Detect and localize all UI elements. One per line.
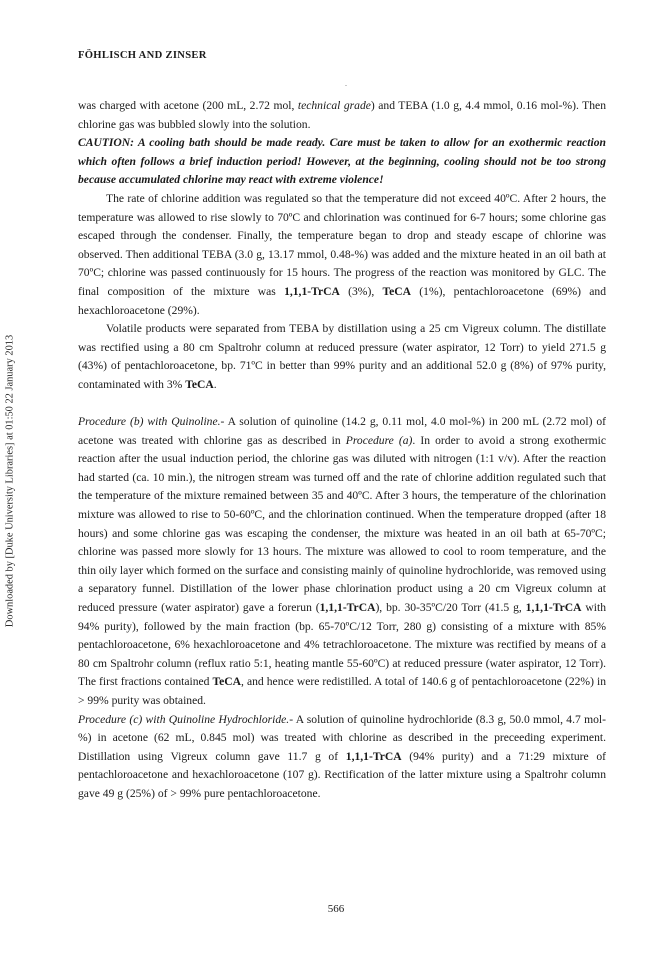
text-run: ) and TEBA (1.0 g, 4.4 mmol, 0.16 mol-%). Then chlorine gas was bubbled slowly into the solution. [78, 99, 606, 131]
text-run: with 94% purity), followed by the main fraction (bp. 65-70ºC/12 Torr, 280 g) consisting of a mixture with 85% pentachloroacetone, 6% hexachloroacetone and 4% tetrachloroacetone. The mixture was rectified by means of a 80 cm Spaltrohr column (reflux ratio 5:1, heating mantle 55-60ºC) at reduced pressure (water aspirator, 12 Torr). The first fractions contained [78, 601, 606, 689]
text-run: (94% purity) and a 71:29 mixture of pentachloroacetone and hexachloroacetone (107 g). Rectification of the latter mixture using a Spaltrohr column gave 49 g (25%) of > 99% pure pentachloroacetone. [78, 749, 607, 800]
paragraph-p2 [78, 134, 606, 190]
paragraph-p6 [78, 711, 606, 804]
text-run: Procedure (a) [345, 433, 413, 447]
text-run: - A solution of quinoline hydrochloride (8.3 g, 50.0 mmol, 4.7 mol-%) in acetone (62 mL, 0.845 mol) was treated with chlorine as described in the preceeding experiment. Distillation using Vigreux column gave 11.7 g of [78, 712, 606, 763]
article-body [78, 97, 606, 804]
paragraph-p3 [78, 190, 606, 320]
text-run: . In order to avoid a strong exothermic reaction after the usual induction period, the chlorine gas was diluted with nitrogen (1:1 v/v). After the reaction had started (ca. 10 min.), the nitrogen stream was turned off and the rate of chlorine addition regulated such that the temperature of the mixture remained between 35 and 40ºC. After 3 hours, the temperature of the chlorination mixture was allowed to rise to 50-60ºC, and the chlorination continued. When the temperature dropped (after 18 hours) and some chlorine gas was escaping the condenser, the mixture was heated in an oil bath at 65-70ºC; chlorine was passed more slowly for 13 hours. The mixture was allowed to cool to room temperature, and the thin oily layer which formed on the surface and consisting mainly of quinoline hydrochloride, was removed using a separatory funnel. Distillation of the lower phase chlorination product using a 20 cm Vigreux column at reduced pressure (water aspirator) gave a forerun ( [78, 433, 606, 615]
running-head: FÖHLISCH AND ZINSER [78, 50, 207, 61]
text-run: , and hence were redistilled. A total of 140.6 g of pentachloroacetone (22%) in > 99% purity was obtained. [78, 675, 606, 707]
text-run: - A solution of quinoline (14.2 g, 0.11 mol, 4.0 mol-%) in 200 mL (2.72 mol) of acetone was treated with chlorine gas as described in [78, 415, 606, 447]
text-run: TeCA [382, 284, 412, 298]
paragraph-p5 [78, 413, 606, 711]
text-run: TeCA [212, 675, 242, 689]
text-run: (1%), pentachloroacetone (69%) and hexachloroacetone (29%). [78, 284, 607, 317]
text-run: CAUTION: A cooling bath should be made ready. Care must be taken to allow for an exothermic reaction which often follows a brief induction period! However, at the beginning, cooling should not be too strong because accumulated chlorine may react with extreme violence! [78, 136, 606, 187]
text-run: 1,1,1-TrCA [319, 601, 376, 615]
text-run: TeCA [185, 377, 214, 391]
paragraph-p1 [78, 97, 606, 134]
stray-mark [345, 85, 347, 86]
text-run: 1,1,1-TrCA [525, 601, 582, 615]
text-run: Procedure (b) with Quinoline. [78, 415, 221, 429]
page-number: 566 [327, 903, 345, 915]
text-run: (3%), [339, 284, 383, 298]
text-run: technical grade [297, 99, 371, 112]
text-run: Volatile products were separated from TEBA by distillation using a 25 cm Vigreux column. The distillate was rectified using a 80 cm Spaltrohr column at reduced pressure (water aspirator, 12 Torr) to yield 271.5 g (43%) of pentachloroacetone, bp. 71ºC in better than 99% purity and an additional 52.0 g (8%) of 97% purity, contaminated with 3% [78, 322, 606, 391]
text-run: 1,1,1-TrCA [345, 749, 402, 763]
text-run: 1,1,1-TrCA [284, 284, 340, 298]
text-run: Procedure (c) with Quinoline Hydrochloride. [78, 712, 290, 726]
text-run: was charged with acetone (200 mL, 2.72 mol, [78, 99, 298, 112]
text-run: The rate of chlorine addition was regulated so that the temperature did not exceed 40ºC. After 2 hours, the temperature was allowed to rise slowly to 70ºC and chlorination was continued for 6-7 hours; some chlorine gas escaped through the condenser. Finally, the temperature began to drop and steady escape of chlorine was observed. Then additional TEBA (3.0 g, 13.17 mmol, 0.48-%) was added and the mixture heated in an oil bath at 70ºC; chlorine was passed continuously for 15 hours. The progress of the reaction was monitored by GLC. The final composition of the mixture was [78, 191, 606, 298]
text-run: ), bp. 30-35ºC/20 Torr (41.5 g, [375, 601, 526, 615]
download-note: Downloaded by [Duke University Libraries] at 01:50 22 January 2013 [4, 334, 16, 628]
text-run: . [213, 377, 217, 391]
paragraph-p4 [78, 320, 606, 394]
